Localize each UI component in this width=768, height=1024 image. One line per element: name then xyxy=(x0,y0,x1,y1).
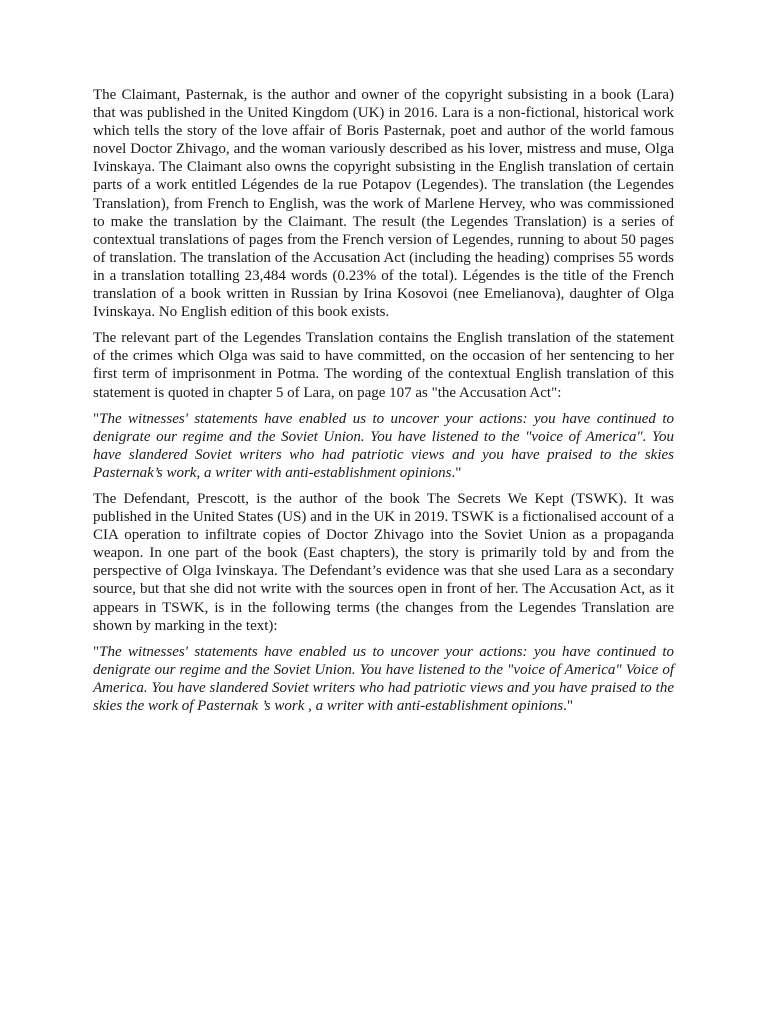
quote-text: The witnesses' statements have enabled us to uncover your actions: you have continued to denigrate our regime and the Soviet Union. You have listened to the "voice of America" Voice of America. You have slandered Soviet writers who had patriotic views and you have praised to the skies the work of Pasternak ’s work , a writer with anti-establishment opinions xyxy=(93,643,674,714)
paragraph-legendes-translation: The relevant part of the Legendes Translation contains the English translation of the statement of the crimes which Olga was said to have committed, on the occasion of her sentencing to her first term of imprisonment in Potma. The wording of the contextual English translation of this statement is quoted in chapter 5 of Lara, on page 107 as "the Accusation Act": xyxy=(93,330,674,401)
paragraph-claimant: The Claimant, Pasternak, is the author and owner of the copyright subsisting in a book (Lara) that was published in the United Kingdom (UK) in 2016. Lara is a non-fictional, historical work which tells the story of the love affair of Boris Pasternak, poet and author of the world famous novel Doctor Zhivago, and the woman variously described as his lover, mistress and muse, Olga Ivinskaya. The Claimant also owns the copyright subsisting in the English translation of certain parts of a work entitled Légendes de la rue Potapov (Legendes). The translation (the Legendes Translation), from French to English, was the work of Marlene Hervey, who was commissioned to make the translation by the Claimant. The result (the Legendes Translation) is a series of contextual translations of pages from the French version of Legendes, running to about 50 pages of translation. The translation of the Accusation Act (including the heading) comprises 55 words in a translation totalling 23,484 words (0.23% of the total). Légendes is the title of the French translation of a book written in Russian by Irina Kosovoi (nee Emelianova), daughter of Olga Ivinskaya. No English edition of this book exists. xyxy=(93,87,674,321)
quote-open-mark: " xyxy=(93,643,100,660)
quote-text: The witnesses' statements have enabled us to uncover your actions: you have continued to denigrate our regime and the Soviet Union. You have listened to the "voice of America". You have slandered Soviet writers who had patriotic views and you have praised to the skies Pasternak’s work, a writer with anti-establishment opinions xyxy=(93,410,674,481)
quote-close-mark: ." xyxy=(563,698,574,714)
quote-open-mark: " xyxy=(93,410,100,427)
quote-accusation-act-lara xyxy=(93,410,674,482)
quote-accusation-act-tswk xyxy=(93,643,674,715)
document-page xyxy=(93,86,674,723)
paragraph-defendant: The Defendant, Prescott, is the author of the book The Secrets We Kept (TSWK). It was published in the United States (US) and in the UK in 2019. TSWK is a fictionalised account of a CIA operation to infiltrate copies of Doctor Zhivago into the Soviet Union as a propaganda weapon. In one part of the book (East chapters), the story is primarily told by and from the perspective of Olga Ivinskaya. The Defendant’s evidence was that she used Lara as a secondary source, but that she did not write with the sources open in front of her. The Accusation Act, as it appears in TSWK, is in the following terms (the changes from the Legendes Translation are shown by marking in the text): xyxy=(93,490,674,634)
quote-close-mark: ." xyxy=(451,464,462,481)
